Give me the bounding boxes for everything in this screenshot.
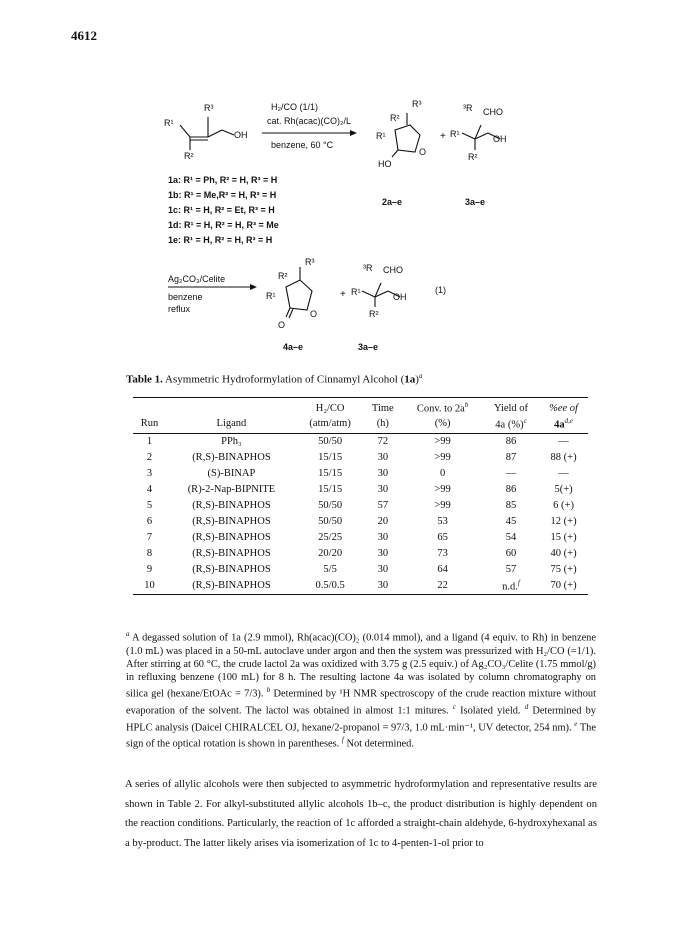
svg-text:R¹: R¹ bbox=[266, 291, 276, 301]
arrow1-condition-2: cat. Rh(acac)(CO)₂/L bbox=[267, 116, 352, 126]
table-row: 6 (R,S)-BINAPHOS 50/50 20 53 45 12 (+) bbox=[146, 516, 577, 528]
svg-text:OH: OH bbox=[493, 134, 507, 144]
results-table bbox=[133, 397, 588, 595]
svg-text:R³: R³ bbox=[305, 257, 315, 267]
svg-text:R³: R³ bbox=[204, 103, 214, 113]
table-row: 2 (R,S)-BINAPHOS 15/15 30 >99 87 88 (+) bbox=[146, 452, 577, 464]
svg-text:R³: R³ bbox=[412, 99, 422, 109]
substrate-structure bbox=[180, 117, 234, 150]
label-3: 3a–e bbox=[465, 197, 486, 207]
arrow1-condition-3: benzene, 60 °C bbox=[271, 140, 334, 150]
page-number: 4612 bbox=[71, 28, 97, 43]
svg-text:O: O bbox=[419, 147, 427, 157]
header-time-2: (h) bbox=[363, 417, 402, 434]
table-row: 10 (R,S)-BINAPHOS 0.5/0.5 30 22 n.d.$^f$ 70 (+) bbox=[133, 578, 588, 595]
svg-text:³R: ³R bbox=[463, 103, 473, 113]
svg-text:R²: R² bbox=[369, 309, 379, 319]
svg-text:+: + bbox=[440, 131, 446, 142]
reaction-scheme bbox=[150, 95, 510, 357]
arrow2-condition-3: reflux bbox=[168, 304, 191, 314]
svg-text:OH: OH bbox=[393, 292, 407, 302]
svg-text:OH: OH bbox=[234, 130, 248, 140]
table-row: 5 (R,S)-BINAPHOS 50/50 57 >99 85 6 (+) bbox=[146, 500, 574, 512]
table-row: 9 (R,S)-BINAPHOS 5/5 30 64 57 75 (+) bbox=[146, 564, 577, 576]
header-time-1: Time bbox=[363, 398, 402, 417]
label-4: 4a–e bbox=[283, 342, 304, 352]
header-h2co-2: (atm/atm) bbox=[297, 417, 363, 434]
svg-text:R¹: R¹ bbox=[376, 131, 386, 141]
header-conv-2: (%) bbox=[402, 417, 483, 434]
header-h2co-1: H₂/CO bbox=[297, 398, 363, 417]
svg-text:+: + bbox=[340, 289, 346, 300]
arrow2-condition-1: Ag₂CO₃/Celite bbox=[168, 274, 226, 284]
table-row: 4 (R)-2-Nap-BIPNITE 15/15 30 >99 86 5(+) bbox=[146, 484, 573, 496]
table-row: 7 (R,S)-BINAPHOS 25/25 30 65 54 15 (+) bbox=[146, 532, 577, 544]
svg-text:R²: R² bbox=[278, 271, 288, 281]
header-conv-1: Conv. to $2a^b$ bbox=[402, 398, 483, 417]
svg-text:R²: R² bbox=[184, 151, 194, 161]
svg-text:R²: R² bbox=[390, 113, 400, 123]
label-2: 2a–e bbox=[382, 197, 403, 207]
footnote-d: Determined by HPLC analysis (Daicel CHIRALCEL OJ, hexane/2-propanol = 97/3, 1.0 mL·min⁻¹, UV detector, 254 nm). bbox=[126, 705, 596, 734]
header-yield-1: Yield of bbox=[483, 398, 539, 417]
substrate-1a: 1a: R¹ = Ph, R² = H, R³ = H bbox=[168, 175, 278, 185]
svg-text:O: O bbox=[310, 309, 318, 319]
table-footnotes: $^a$ A degassed solution of 1a (2.9 mmol), Rh(acac)(CO)₂ (0.014 mmol), and a ligand (4 equiv. to Rh) in benzene (1.0 mL) was placed in a 50-mL autoclave under argon and then the system was pressurized with H₂/CO (=1/1). After stirring at 60 °C, the crude lactol 2a was oxidized with 3.75 g (2.5 equiv.) of Ag₂CO₃/Celite (1.75 mmol/g) in refluxing benzene (100 mL) for 8 h. The resulting lactone 4a was isolated by column chromatography on silica gel (hexane/EtOAc = 7/3). $^b$ Determined by ¹H NMR spectroscopy of the crude reaction mixture without evaporation of the solvent. The lactol was obtained in almost 1:1 mitures. $^c$ Isolated yield. $^d$ Determined by HPLC analysis (Daicel CHIRALCEL OJ, hexane/2-propanol = 97/3, 1.0 mL·min⁻¹, UV detector, 254 nm). $^e$ The sign of the optical rotation is shown in parentheses. $^f$ Not determined. bbox=[126, 630, 596, 750]
substrate-1b: 1b: R¹ = Me,R² = H, R³ = H bbox=[168, 190, 277, 200]
svg-text:CHO: CHO bbox=[383, 265, 403, 275]
equation-number: (1) bbox=[435, 285, 446, 295]
table-row: 1 PPh₃ 50/50 72 >99 86 — bbox=[146, 436, 569, 448]
table-row: 3 (S)-BINAP 15/15 30 0 — — bbox=[146, 468, 569, 480]
substrate-1e: 1e: R¹ = H, R² = H, R³ = H bbox=[168, 235, 273, 245]
lactone-structure bbox=[286, 267, 312, 318]
svg-text:R²: R² bbox=[468, 152, 478, 162]
footnote-a: A degassed solution of 1a (2.9 mmol), Rh(acac)(CO)₂ (0.014 mmol), and a ligand (4 equiv. to Rh) in benzene (1.0 mL) was placed in a 50-mL autoclave under argon and then the system was pressurized with H₂/CO (=1/1). After stirring at 60 °C, the crude lactol 2a was oxidized with 3.75 g (2.5 equiv.) of Ag₂CO₃/Celite (1.75 mmol/g) in refluxing benzene (100 mL) for 8 h. The resulting lactone 4a was isolated by column chromatography on silica gel (hexane/EtOAc = 7/3). bbox=[126, 632, 596, 700]
header-run: Run bbox=[133, 417, 166, 434]
svg-text:R¹: R¹ bbox=[351, 287, 361, 297]
footnote-b: Determined by ¹H NMR spectroscopy of the crude reaction mixture without evaporation of the solvent. The lactol was obtained in almost 1:1 mitures. bbox=[126, 688, 596, 717]
svg-text:R¹: R¹ bbox=[164, 118, 174, 128]
svg-text:R¹: R¹ bbox=[450, 129, 460, 139]
table-caption: Table 1. Asymmetric Hydroformylation of Cinnamyl Alcohol $(1a)^a$ bbox=[126, 372, 423, 386]
arrow2-condition-2: benzene bbox=[168, 292, 203, 302]
svg-text:³R: ³R bbox=[363, 263, 373, 273]
footnote-e: The sign of the optical rotation is shown in parentheses. bbox=[126, 722, 596, 750]
table-row: 8 (R,S)-BINAPHOS 20/20 30 73 60 40 (+) bbox=[146, 548, 577, 560]
header-ee-2: $4a^{d,e}$ bbox=[539, 417, 588, 434]
header-ee-1: %ee of bbox=[539, 398, 588, 417]
header-yield-2: 4a (%)$^c$ bbox=[483, 417, 539, 434]
header-ligand: Ligand bbox=[166, 417, 297, 434]
svg-text:O: O bbox=[278, 320, 286, 330]
substrate-1d: 1d: R¹ = H, R² = H, R³ = Me bbox=[168, 220, 279, 230]
svg-text:HO: HO bbox=[378, 159, 392, 169]
substrate-1c: 1c: R¹ = H, R² = Et, R³ = H bbox=[168, 205, 275, 215]
label-3b: 3a–e bbox=[358, 342, 379, 352]
footnote-f: Not determined. bbox=[346, 738, 414, 750]
svg-text:CHO: CHO bbox=[483, 107, 503, 117]
body-paragraph: A series of allylic alcohols were then subjected to asymmetric hydroformylation and representative results are shown in Table 2. For alkyl-substituted allylic alcohols 1b–c, the product distribution is highly dependent on the reaction conditions. Particularly, the reaction of 1c afforded a straight-chain aldehyde, 6-hydroxyhexanal as a by-product. The latter likely arises via isomerization of 1c to 4-penten-1-ol prior to bbox=[125, 779, 597, 849]
arrow1-condition-1: H₂/CO (1/1) bbox=[271, 102, 318, 112]
footnote-c: Isolated yield. bbox=[460, 705, 521, 717]
